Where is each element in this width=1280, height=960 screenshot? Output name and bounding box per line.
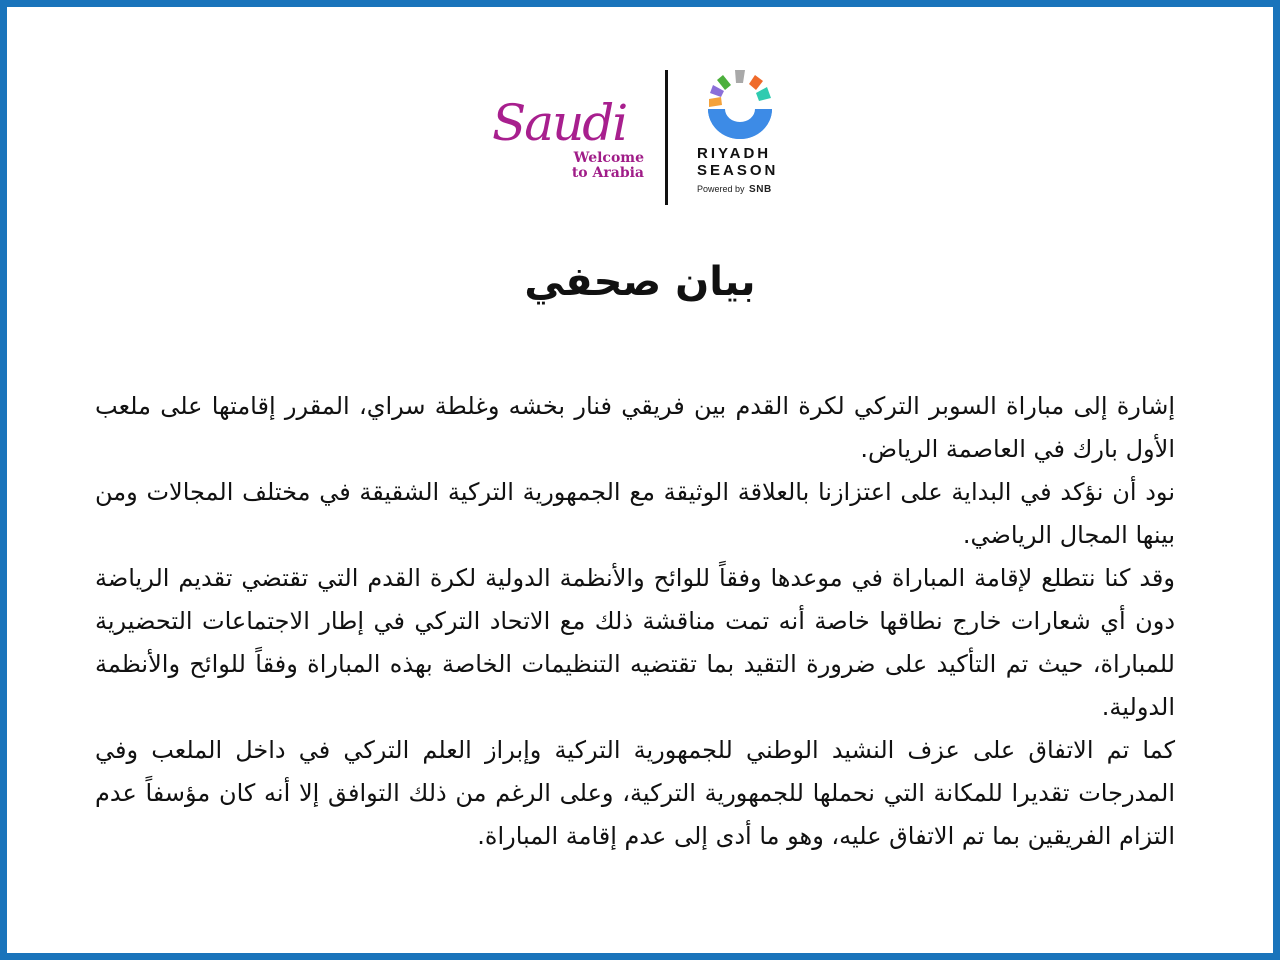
paragraph-2: نود أن نؤكد في البداية على اعتزازنا بالعلاقة الوثيقة مع الجمهورية التركية الشقيقة في مختلف المجالات ومن بينها المجال الرياضي. [95,478,1175,549]
saudi-tagline-line1: Welcome [573,150,644,166]
saudi-wordmark: Saudi [492,94,627,152]
powered-by-label: Powered by [697,184,745,194]
paragraph-1: إشارة إلى مباراة السوبر التركي لكرة القدم بين فريقي فنار بخشه وغلطة سراي، المقرر إقامتها على ملعب الأول بارك في العاصمة الرياض. [95,392,1175,463]
powered-by-snb [697,184,772,195]
saudi-tagline-line2: to Arabia [571,165,644,181]
saudi-welcome-to-arabia-logo [492,95,652,195]
header-logos [7,7,1273,227]
page-title: بيان صحفي [524,259,756,305]
riyadh-season-logo [687,67,797,207]
riyadh-season-title [697,145,787,179]
press-release-body [95,385,1175,858]
riyadh-title-line2: SEASON [697,162,779,179]
riyadh-title-line1: RIYADH [697,145,772,162]
riyadh-season-ring-icon [705,67,775,139]
paragraph-3: وقد كنا نتطلع لإقامة المباراة في موعدها وفقاً للوائح والأنظمة الدولية لكرة القدم التي تقتضي تقديم الرياضة دون أي شعارات خارج نطاقها خاصة أنه تمت مناقشة ذلك مع الاتحاد التركي في إطار الاجتماعات التحضيرية للمباراة، حيث تم التأكيد على ضرورة التقيد بما تقتضيه التنظيمات الخاصة بهذه المباراة وفقاً للوائح والأنظمة الدولية. [95,564,1175,721]
paragraph-4: كما تم الاتفاق على عزف النشيد الوطني للجمهورية التركية وإبراز العلم التركي في داخل الملعب وفي المدرجات تقديرا للمكانة التي نحملها للجمهورية التركية، وعلى الرغم من ذلك التوافق إلا أنه كان مؤسفاً عدم التزام الفريقين بما تم الاتفاق عليه، وهو ما أدى إلى عدم إقامة المباراة. [95,736,1175,850]
saudi-tagline [572,151,644,181]
logo-divider [665,70,668,205]
press-release-page [7,7,1273,953]
snb-logo: SNB [749,184,772,195]
